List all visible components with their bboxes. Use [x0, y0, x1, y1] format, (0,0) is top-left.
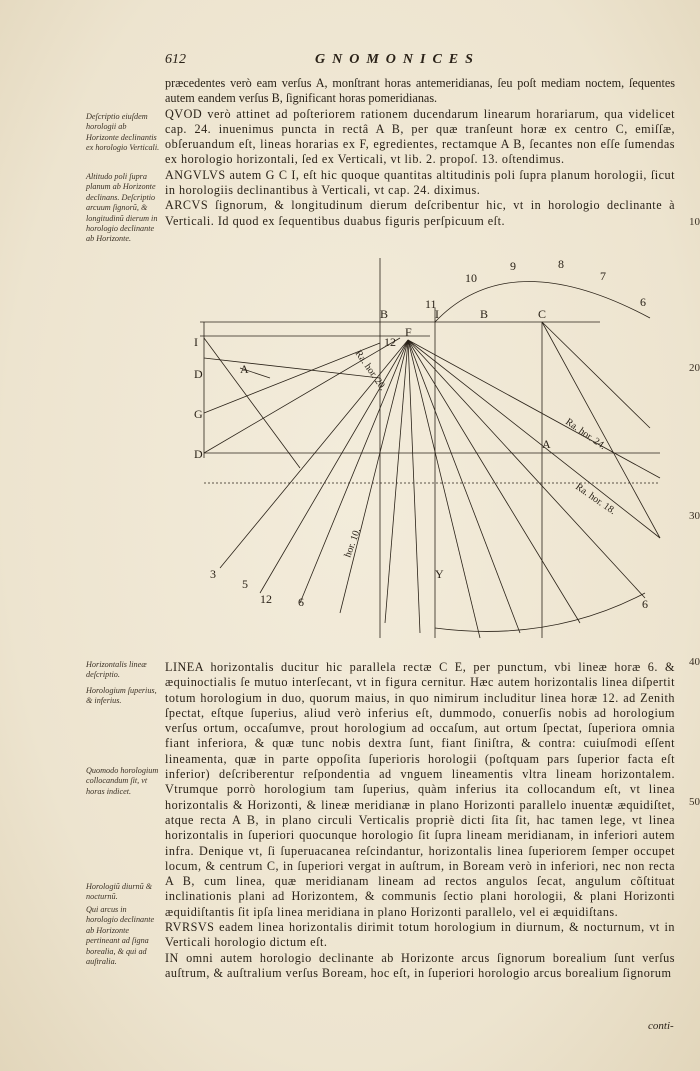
margin-note: Quomodo horologium collocandum ſit, vt horas indicet.	[86, 766, 159, 796]
label-5: 5	[242, 577, 248, 591]
paragraph: præcedentes verò eam verſus A, monſtrant horas antemeridianas, ſeu poſt mediam noctem, ſequentes autem eandem verſus B, ſignificant horas pomeridianas.	[165, 76, 675, 106]
diagonal-line	[204, 358, 380, 378]
margin-note: Deſcriptio eiuſdem horologii ab Horizonte declinantis ex horologio Verticali.	[86, 112, 160, 153]
label-y: Y	[435, 567, 444, 581]
margin-note: Altitudo poli ſupra planum ab Horizonte declinans. Deſcriptio arcuum ſignorũ, & longitudinũ dierum in horologio declinante ab Horizonte.	[86, 172, 158, 244]
label-rahor24: Ra. hor. 24.	[563, 416, 608, 453]
label-b2: B	[480, 307, 489, 321]
catchword: conti-	[648, 1020, 674, 1032]
label-rahor20: Ra. hor. 20.	[352, 348, 389, 393]
label-7: 7	[600, 269, 606, 283]
margin-note: Horologium ſuperius, & inferius.	[86, 686, 157, 706]
line-number: 20	[689, 362, 700, 374]
hour-line	[408, 340, 480, 638]
label-d: D	[194, 367, 203, 381]
text-block-upper	[165, 76, 675, 229]
label-6: 6	[640, 295, 646, 309]
paragraph: RVRSVS eadem linea horizontalis dirimit totum horologium in diurnum, & nocturnum, vt in Verticali horologio dictum eſt.	[165, 920, 675, 950]
hour-line	[408, 340, 580, 623]
label-a: A	[240, 362, 249, 376]
hour-line	[385, 340, 408, 623]
label-11: 11	[425, 297, 437, 311]
hour-line	[300, 340, 408, 603]
page-header	[165, 52, 685, 70]
label-b: B	[380, 307, 389, 321]
label-rahor18: Ra. hor. 18.	[573, 481, 618, 518]
running-head: GNOMONICES	[315, 52, 480, 67]
label-g: G	[194, 407, 203, 421]
margin-note: Qui arcus in horologio declinante ab Horizonte pertineant ad ſigna borealia, & qui ad auſtralia.	[86, 905, 155, 967]
diagonal-line	[204, 338, 300, 468]
hour-line	[408, 340, 645, 598]
line-number: 50	[689, 796, 700, 808]
page-number: 612	[165, 52, 186, 67]
label-12: 12	[384, 335, 396, 349]
label-12b: 12	[260, 592, 272, 606]
hour-line	[408, 340, 420, 633]
margin-note: Horizontalis lineæ deſcriptio.	[86, 660, 147, 680]
label-i: I	[435, 307, 439, 321]
margin-note: Horologiũ diurnũ & nocturnũ.	[86, 882, 153, 902]
label-a2: A	[542, 437, 551, 451]
label-d2: D	[194, 447, 203, 461]
text-block-lower	[165, 660, 675, 981]
label-i-left: I	[194, 335, 198, 349]
line-from-c	[542, 322, 650, 428]
diagonal-line	[204, 338, 400, 453]
line-number: 30	[689, 510, 700, 522]
hour-line	[408, 340, 660, 478]
line-number: 10	[689, 216, 700, 228]
label-6b: 6	[298, 595, 304, 609]
label-9: 9	[510, 259, 516, 273]
label-6c: 6	[642, 597, 648, 611]
paragraph: IN omni autem horologio declinante ab Horizonte arcus ſignorum borealium ſunt verſus auſtrum, & auſtralium verſus Boream, hoc eſt, in ſuperiori horologio arcus borealium ſignorum	[165, 950, 675, 980]
paragraph: LINEA horizontalis ducitur hic parallela rectæ C E, per punctum, vbi lineæ horæ 6. & æquinoctialis ſe mutuo interſecant, vt in figura cernitur. Hæc autem horizontalis linea diſpertit totum horologium in duo, quorum maius, in quo nimirum includitur linea horæ 12. ad Zenith ſpectat, eſtque ſuperius, aliud verò inferius eſt, dummodo, conuerſis nobis ad horologium verſus ortum, occaſumve, prout horologium ad occaſum, aut ortum ſpectat, ſuperiora omnia fiant inferiora, & quæ tunc nobis dextra ſunt, fiant ſiniſtra, & contra: cuiuſmodi eſſent lineamenta, quæ in parte oppoſita ſuperioris horologii (poſtquam pars ſuperior facta eſt inferior) deſcriberentur reſpondentia ad vnguem lineamentis vltra lineam horizontalem. Vtrumque porrò horologium tam ſuperius, quàm inferius ita collocandum eſt, vt linea horizontalis & Horizonti, & lineæ meridianæ in plano Horizonti parallelo inuentæ æquidiſtet, atque recta A B, in plano circuli Verticalis propriè dicti ſita ſit, hac tamen lege, vt linea horizontalis in ſuperiori quocunque horologio ſit ſupra lineam meridianam, in inferiori autem infra. Denique vt, ſi ſuperuacanea reſcindantur, horizontalis linea ſuperiorem ſemper occupet locum, & centrum C, in ſuperiori vergat in auſtrum, in Boream verò in inferiori, nec non recta A B, cum linea, quæ meridianam lineam ad rectos angulos ſecat, angulum cõſtituat inclinationis plani ad Horizontem, & communis ſectio plani horologii, & plani Horizonti æquidiſtantis ſit ipſa linea meridiana in plano Horizonti parallelo, vel ei æquidiſtans.	[165, 660, 675, 919]
label-c: C	[538, 307, 547, 321]
sundial-diagram	[180, 248, 680, 643]
label-3: 3	[210, 567, 216, 581]
paragraph: QVOD verò attinet ad poſteriorem rationem ducendarum linearum horariarum, qua videlicet cap. 24. inuenimus puncta in rectâ A B, per quæ tranſeunt horæ ex centro C, emiſſæ, obſeruandum eſt, lineas horarias ex F, egredientes, rectamque A B, ſecantes non eſſe ſumendas ex horologio horizontali, ſed ex Verticali, vt lib. 2. propoſ. 13. oſtendimus.	[165, 106, 675, 167]
label-8: 8	[558, 257, 564, 271]
label-f: F	[405, 325, 412, 339]
paragraph: ANGVLVS autem G C I, eſt hic quoque quantitas altitudinis poli ſupra planum horologii, ſicut in horologiis declinantibus à Verticali, vt cap. 24. diximus.	[165, 167, 675, 198]
label-10: 10	[465, 271, 477, 285]
paragraph: ARCVS ſignorum, & longitudinum dierum deſcribentur hic, vt in horologio declinante à Verticali. Id quod ex ſequentibus duabus figuris perſpicuum eſt.	[165, 198, 675, 228]
hour-line	[260, 340, 408, 593]
label-rahor10: hor. 10.	[342, 526, 364, 560]
arc-lower	[435, 593, 645, 631]
line-number: 40	[689, 656, 700, 668]
